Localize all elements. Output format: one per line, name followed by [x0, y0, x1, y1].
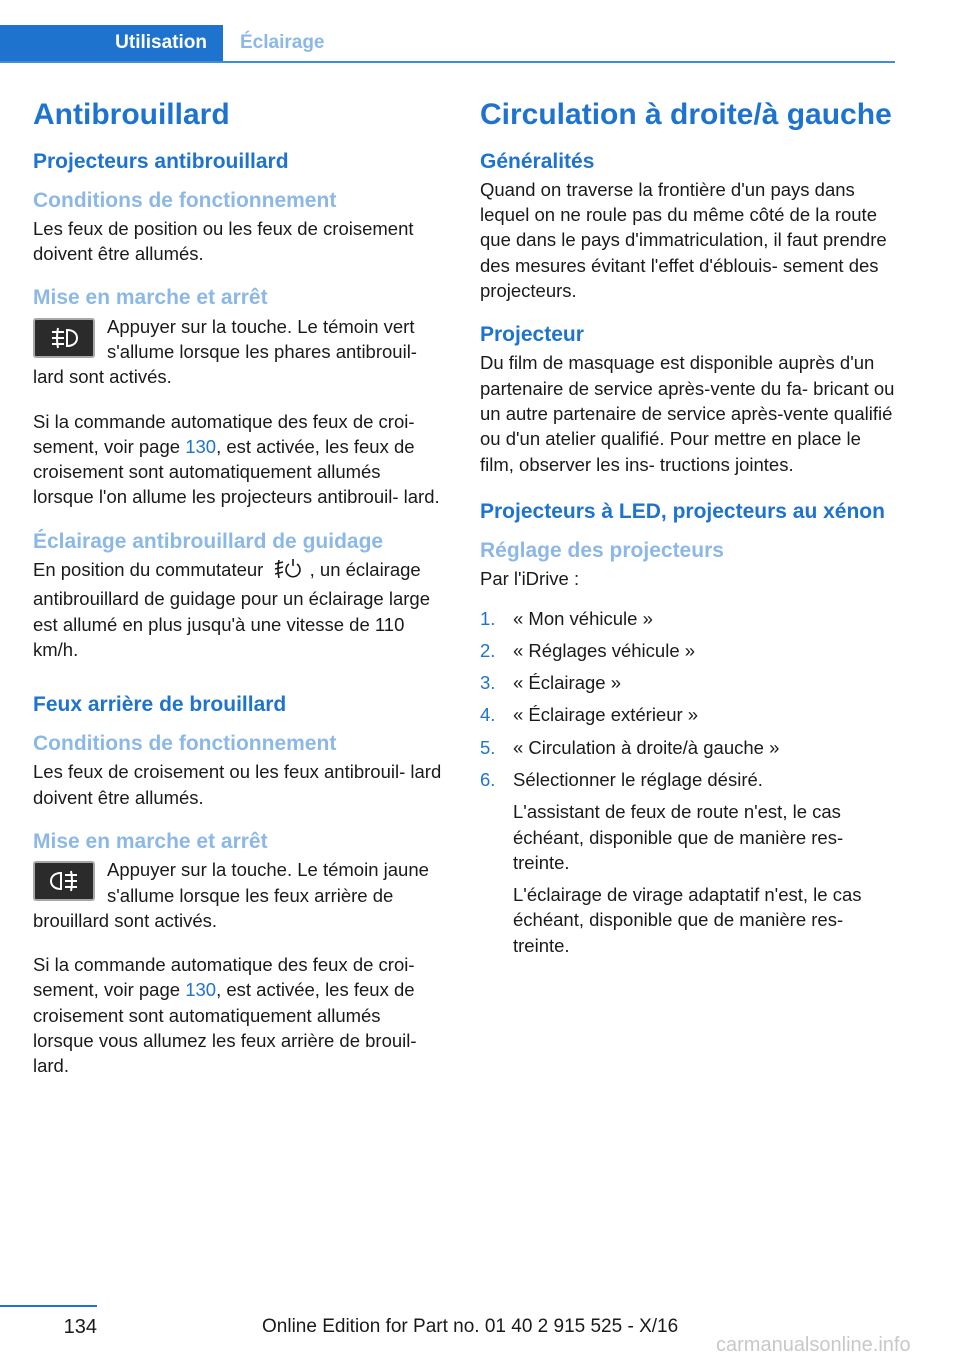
front-fog-light-icon [33, 318, 95, 358]
front-fog-block [33, 314, 445, 390]
header-tabbar [0, 25, 895, 63]
section-title-antibrouillard: Antibrouillard [33, 98, 230, 131]
page-link-130-b[interactable]: 130 [185, 979, 217, 1001]
list-item: 3. « Éclairage » [480, 672, 621, 694]
paragraph-conditions-1: Les feux de position ou les feux de croisement doivent être allumés. [33, 217, 414, 265]
left-column [33, 98, 445, 1098]
list-item: 1. « Mon véhicule » [480, 607, 653, 629]
page-link-130[interactable]: 130 [185, 435, 217, 457]
edition-text: Online Edition for Part no. 01 40 2 915 525 - X/16 [262, 1316, 679, 1337]
tab-utilisation[interactable]: Utilisation [0, 25, 223, 61]
page-number: 134 [63, 1316, 97, 1338]
heading-reglage: Réglage des projecteurs [480, 539, 724, 563]
heading-conditions-1: Conditions de fonctionnement [33, 188, 337, 212]
heading-generalites: Généralités [480, 149, 595, 173]
heading-conditions-2: Conditions de fonctionnement [33, 732, 337, 756]
list-item: 4. « Éclairage extérieur » [480, 704, 699, 726]
heading-onoff-2: Mise en marche et arrêt [33, 830, 268, 854]
list-item: 5. « Circulation à droite/à gauche » [480, 736, 780, 758]
paragraph-projecteur: Du film de masquage est disponible auprès d'un partenaire de service après-vente du fa‐ bricant ou un autre partenaire de service après-vente qualifié ou d'un atelier qualifié. Pour mettre en place le film, observer les ins‐ tructions jointes. [480, 352, 895, 475]
right-column [480, 98, 898, 965]
heading-guidage: Éclairage antibrouillard de guidage [33, 529, 384, 553]
paragraph-auto-2: Si la commande automatique des feux de croi‐ sement, voir page 130, est activée, les feux de croisement sont automatiquement allumés lorsque vous allumez les feux arrière de brouil‐ lard. [33, 954, 417, 1077]
paragraph-onoff-2: Appuyer sur la touche. Le témoin jaune s'allume lorsque les feux arrière de brouillard sont activés. [33, 859, 429, 931]
section-title-circulation: Circulation à droite/à gauche [480, 98, 892, 131]
heading-projecteur: Projecteur [480, 323, 584, 347]
paragraph-generalites: Quand on traverse la frontière d'un pays dans lequel on ne roule pas du même côté de la route que dans le pays d'immatriculation, il faut prendre des mesures évitant l'effet d'éblouis‐ sement des projecteurs. [480, 178, 887, 301]
note-high-beam: L'assistant de feux de route n'est, le cas échéant, disponible que de manière res‐ treinte. [513, 801, 844, 873]
paragraph-auto-1: Si la commande automatique des feux de croi‐ sement, voir page 130, est activée, les feux de croisement sont automatiquement allumés lorsque l'on allume les projecteurs antibrouil‐ lard. [33, 410, 440, 508]
fog-guide-light-icon [273, 558, 301, 586]
rear-fog-block [33, 857, 445, 933]
steps-list [480, 606, 898, 959]
heading-onoff-1: Mise en marche et arrêt [33, 286, 268, 310]
tab-eclairage[interactable]: Éclairage [240, 32, 325, 53]
paragraph-conditions-2: Les feux de croisement ou les feux antibrouil‐ lard doivent être allumés. [33, 761, 442, 808]
watermark: carmanualsonline.info [716, 1334, 911, 1356]
list-item: 6. Sélectionner le réglage désiré. L'assistant de feux de route n'est, le cas échéant, disponible que de manière res‐ treinte. L'éclairage de virage adaptatif n'est, le cas échéant, disponible que de manière res‐ treinte. [480, 767, 898, 958]
paragraph-guidage: En position du commutateur , un éclairage antibrouillard de guidage pour un éclairage large est allumé en plus jusqu'à une vitesse de 110 km/h. [33, 558, 431, 660]
paragraph-reglage-intro: Par l'iDrive : [480, 568, 580, 590]
note-adaptive-light: L'éclairage de virage adaptatif n'est, le cas échéant, disponible que de manière res‐ treinte. [513, 884, 862, 956]
footer-rule [0, 1305, 97, 1307]
list-item: 2. « Réglages véhicule » [480, 639, 696, 661]
rear-fog-light-icon [33, 861, 95, 901]
subsection-title-projecteurs: Projecteurs antibrouillard [33, 149, 289, 173]
heading-led-xenon: Projecteurs à LED, projecteurs au xénon [480, 499, 885, 523]
subsection-title-feux-arriere: Feux arrière de brouillard [33, 693, 287, 717]
paragraph-onoff-1: Appuyer sur la touche. Le témoin vert s'allume lorsque les phares antibrouil‐ lard sont activés. [33, 315, 417, 388]
